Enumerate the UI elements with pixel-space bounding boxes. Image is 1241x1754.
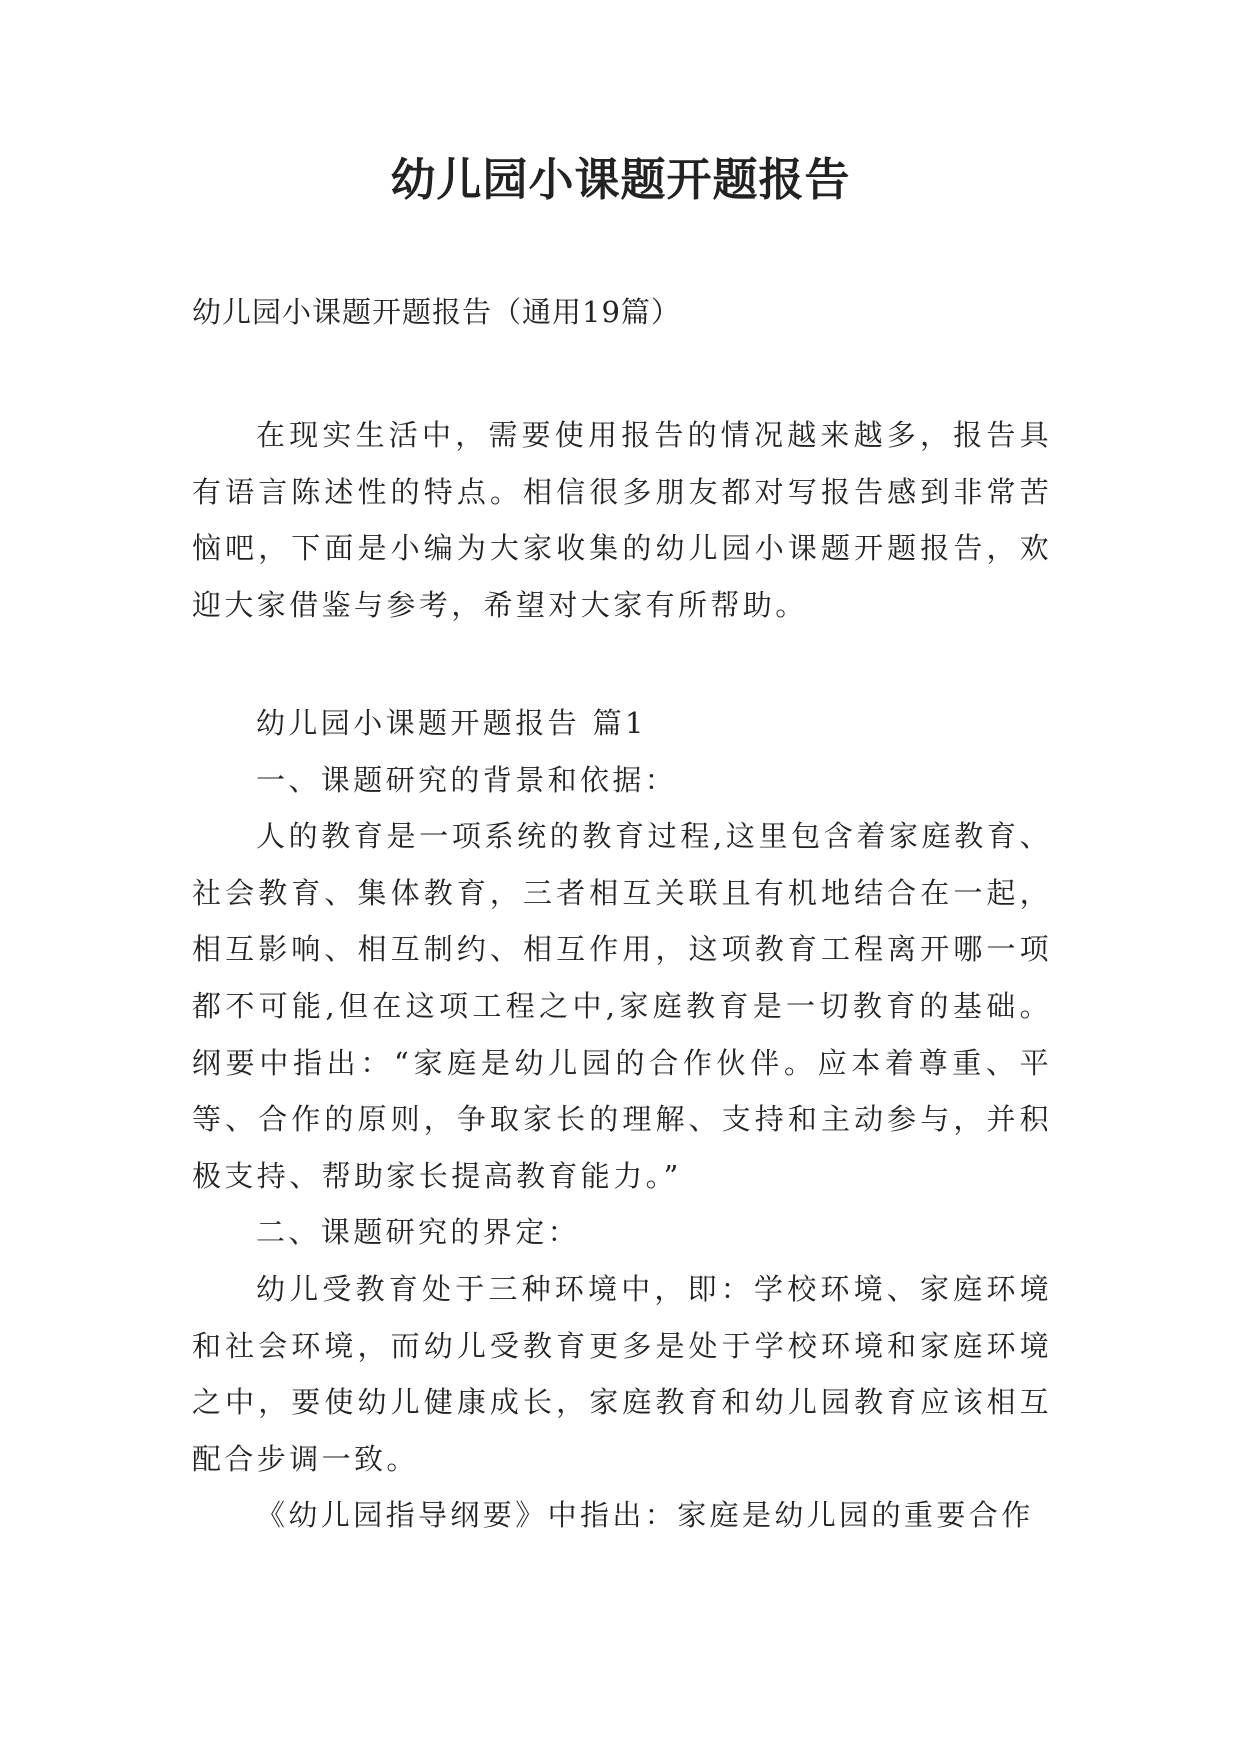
section-1 [192, 695, 1052, 1544]
document-title: 幼儿园小课题开题报告 [390, 153, 851, 206]
paragraph: 人的教育是一项系统的教育过程,这里包含着家庭教育、社会教育、集体教育，三者相互关联且有机地结合在一起，相互影响、相互制约、相互作用，这项教育工程离开哪一项都不可能,但在这项工程之中,家庭教育是一切教育的基础。纲要中指出：“家庭是幼儿园的合作伙伴。应本着尊重、平等、合作的原则，争取家长的理解、支持和主动参与，并积极支持、帮助家长提高教育能力。” [192, 819, 1052, 1193]
section-heading: 幼儿园小课题开题报告 篇1 [256, 706, 647, 740]
paragraph-heading-1: 一、课题研究的背景和依据： [256, 762, 678, 797]
intro-paragraph: 在现实生活中，需要使用报告的情况越来越多，报告具有语言陈述性的特点。相信很多朋友都对写报告感到非常苦恼吧，下面是小编为大家收集的幼儿园小课题开题报告，欢迎大家借鉴与参考，希望对大家有所帮助。 [192, 418, 1052, 622]
document-subtitle: 幼儿园小课题开题报告（通用19篇） [192, 295, 681, 329]
paragraph: 幼儿受教育处于三种环境中，即：学校环境、家庭环境和社会环境，而幼儿受教育更多是处于学校环境和家庭环境之中，要使幼儿健康成长，家庭教育和幼儿园教育应该相互配合步调一致。 [192, 1271, 1052, 1476]
paragraph-heading-2: 二、课题研究的界定： [256, 1215, 581, 1250]
paragraph: 《幼儿园指导纲要》中指出：家庭是幼儿园的重要合作 [256, 1498, 1034, 1533]
